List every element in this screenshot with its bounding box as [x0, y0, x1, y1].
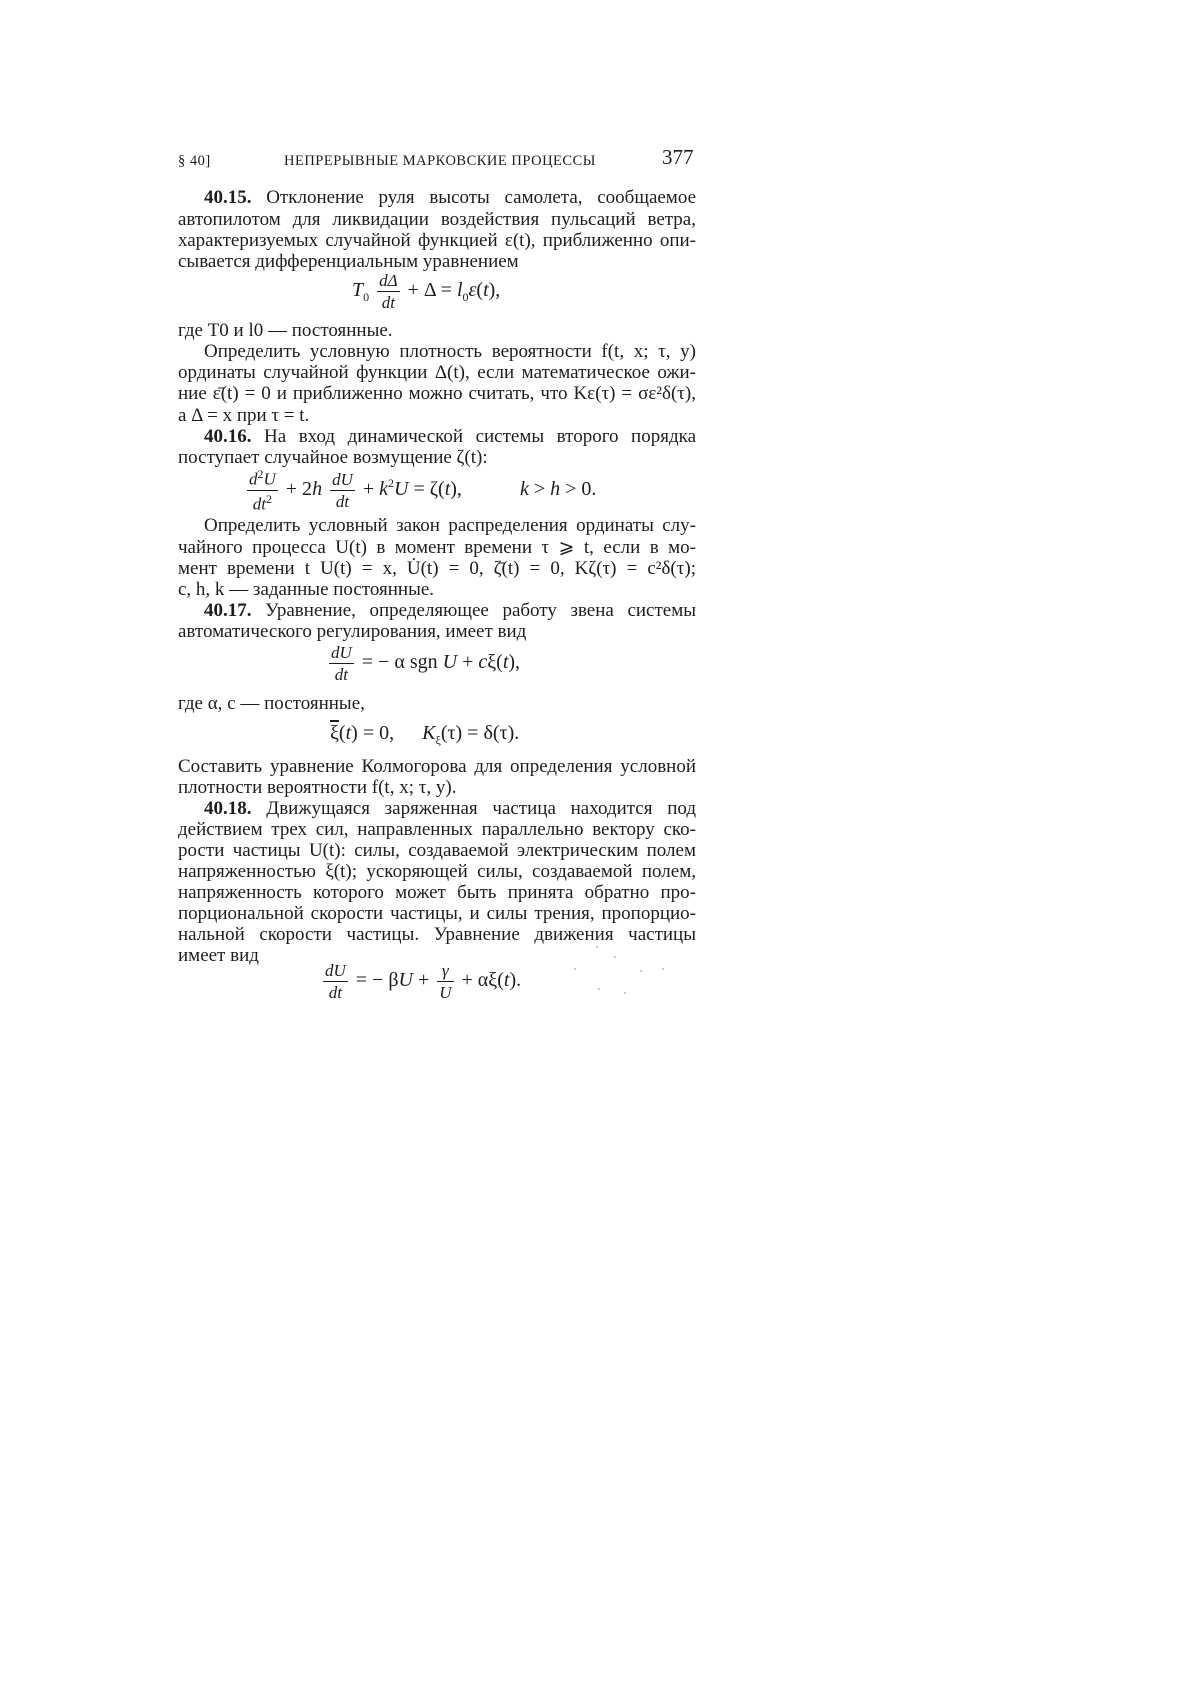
- problem-text-line: где α, c — постоянные,: [178, 693, 365, 714]
- problem-text-line: мент времени t U(t) = x, U̇(t) = 0, ζ̄(t) = 0, Kζ(τ) = c²δ(τ);: [178, 558, 696, 579]
- problem-text-line: c, h, k — заданные постоянные.: [178, 579, 435, 600]
- equation-40-18: $\frac{dU}{dt}$ = − βU + $\frac{\gamma}{U}$ + αξ(t).: [325, 961, 522, 1002]
- scan-speck: [614, 956, 616, 958]
- problem-text-line: напряженностью ξ(t); ускоряющей силы, создаваемой полем,: [178, 861, 696, 882]
- problem-text-line: напряженность которого может быть принята обратно про-: [178, 882, 696, 903]
- problem-text-line: Определить условный закон распределения ординаты слу-: [204, 515, 696, 536]
- scan-speck: [598, 988, 600, 990]
- problem-text-line: автоматического регулирования, имеет вид: [178, 621, 527, 642]
- problem-text: На вход динамической системы второго порядка: [264, 426, 697, 447]
- problem-text-line: ние ε̄(t) = 0 и приближенно можно считать, что Kε(τ) = σε²δ(τ),: [178, 383, 696, 404]
- running-title: НЕПРЕРЫВНЫЕ МАРКОВСКИЕ ПРОЦЕССЫ: [284, 153, 596, 169]
- section-marker: § 40]: [178, 153, 211, 169]
- problem-text: Отклонение руля высоты самолета, сообщаемое: [266, 187, 696, 208]
- problem-text-line: характеризуемых случайной функцией ε(t), приближенно опи-: [178, 230, 696, 251]
- problem-text: Движущаяся заряженная частица находится под: [266, 798, 696, 819]
- equation-40-17: $\frac{dU}{dt}$ = − α sgn U + cξ(t),: [331, 643, 521, 684]
- problem-text-line: чайного процесса U(t) в момент времени τ ⩾ t, если в мо-: [178, 537, 696, 558]
- problem-text-line: Определить условную плотность вероятности f(t, x; τ, y): [204, 341, 696, 362]
- problem-number: 40.18.: [204, 798, 252, 819]
- problem-text-line: порциональной скорости частицы, и силы трения, пропорцио-: [178, 903, 696, 924]
- scan-speck: [640, 970, 642, 972]
- problem-first-line: [204, 187, 696, 209]
- problem-first-line: [204, 600, 696, 622]
- equation-40-15: $T_0$ $\frac{d\Delta}{dt}$ + $\Delta = l_0\varepsilon(t)$,: [352, 271, 501, 312]
- problem-text-line: нальной скорости частицы. Уравнение движения частицы: [178, 924, 696, 945]
- problem-text-line: где T0 и l0 — постоянные.: [178, 320, 393, 341]
- equation-40-17-conditions: $\overline{\xi}(t) = 0$, $K_\xi(\tau) = \delta(\tau)$.: [330, 722, 520, 747]
- problem-number: 40.16.: [204, 426, 252, 447]
- problem-text-line: сывается дифференциальным уравнением: [178, 251, 519, 272]
- problem-number: 40.17.: [204, 600, 252, 621]
- equation-40-16: $\frac{d^2U}{dt^2}$ + 2h $\frac{dU}{dt}$ + $k^2U = \zeta(t)$, k > h > 0.: [249, 467, 597, 514]
- problem-text-line: а Δ = x при τ = t.: [178, 405, 310, 426]
- page-number: 377: [662, 145, 694, 169]
- problem-text-line: ординаты случайной функции Δ(t), если математическое ожи-: [178, 362, 696, 383]
- problem-text-line: автопилотом для ликвидации воздействия пульсаций ветра,: [178, 209, 696, 230]
- problem-text-line: Составить уравнение Колмогорова для определения условной: [178, 756, 696, 777]
- scan-speck: [662, 968, 664, 970]
- problem-number: 40.15.: [204, 187, 252, 208]
- problem-first-line: [204, 426, 696, 448]
- scan-speck: [596, 946, 598, 948]
- problem-text-line: действием трех сил, направленных параллельно вектору ско-: [178, 819, 696, 840]
- scan-speck: [574, 968, 576, 970]
- problem-text-line: плотности вероятности f(t, x; τ, y).: [178, 777, 457, 798]
- problem-first-line: [204, 798, 696, 820]
- problem-text: Уравнение, определяющее работу звена системы: [265, 600, 696, 621]
- problem-text-line: рости частицы U(t): силы, создаваемой электрическим полем: [178, 840, 696, 861]
- problem-text-line: поступает случайное возмущение ζ(t):: [178, 447, 488, 468]
- problem-text-line: имеет вид: [178, 945, 259, 966]
- scan-speck: [624, 992, 626, 994]
